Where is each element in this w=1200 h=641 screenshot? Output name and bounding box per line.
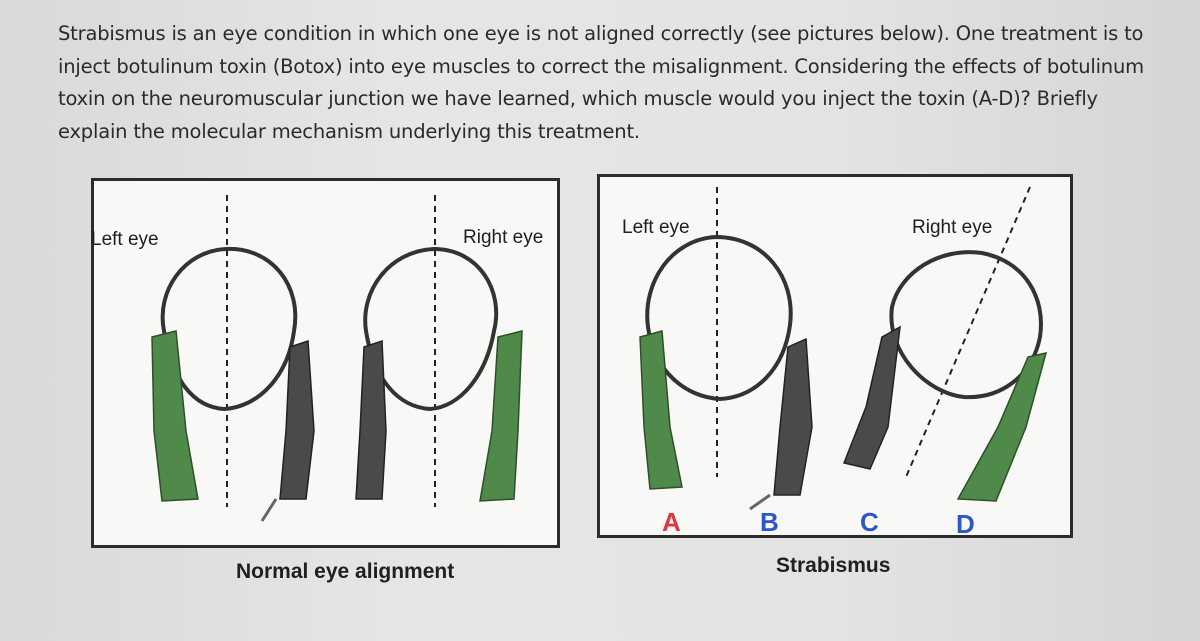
left-eye-nerve: [262, 499, 276, 521]
label-c: C: [860, 507, 879, 537]
strab-right-eye-label: Right eye: [912, 217, 993, 238]
strab-right-eyeball: [891, 252, 1041, 397]
normal-right-eye-label: Right eye: [463, 227, 544, 248]
strabismus-figure: [597, 174, 1073, 538]
muscle-d: [958, 353, 1046, 501]
left-eyeball: [163, 249, 296, 409]
normal-alignment-figure: [91, 178, 560, 548]
label-b: B: [760, 507, 779, 537]
question-text: Strabismus is an eye condition in which one eye is not aligned correctly (see pictures below). One treatment is to inject botulinum toxin (Botox) into eye muscles to correct the misalignment. Considering the effects of botulinum toxin on the neuromuscular junction we have learned, which muscle would you inject the toxin (A-D)? Briefly explain the molecular mechanism underlying this treatment.: [58, 22, 1144, 143]
label-d: D: [956, 509, 975, 539]
strab-left-eyeball: [647, 237, 790, 399]
normal-caption: Normal eye alignment: [236, 560, 455, 583]
muscle-c: [844, 327, 900, 469]
normal-left-eye-label: Left eye: [91, 229, 159, 250]
strabismus-caption: Strabismus: [776, 554, 891, 577]
right-eyeball: [365, 249, 496, 409]
left-eye-lateral-muscle: [152, 331, 198, 501]
label-a: A: [662, 507, 681, 537]
right-eye-medial-muscle: [356, 341, 386, 499]
muscle-a: [640, 331, 682, 489]
strab-left-eye-label: Left eye: [622, 217, 690, 238]
